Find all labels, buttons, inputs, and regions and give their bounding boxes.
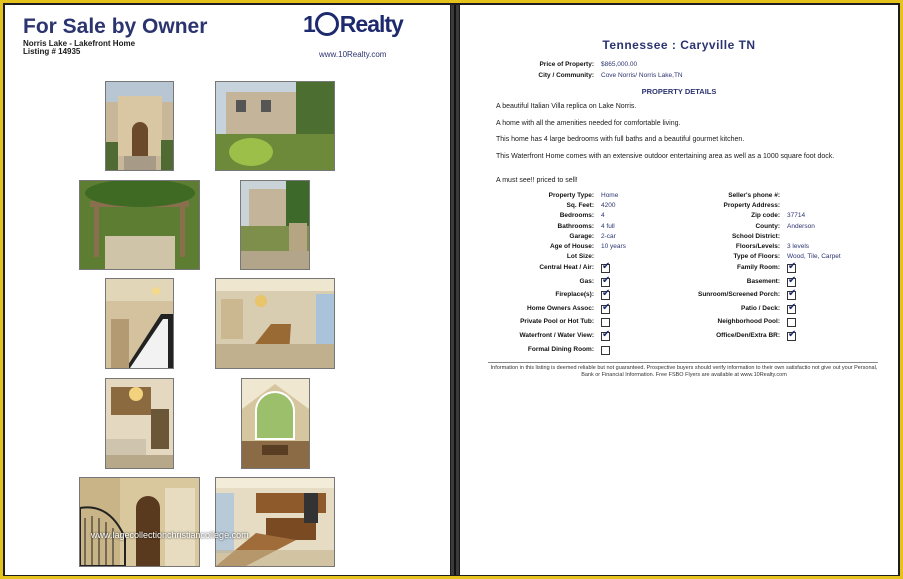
city-label: City / Community: bbox=[538, 72, 594, 79]
description-line: A beautiful Italian Villa replica on Lake Norris. bbox=[496, 103, 637, 110]
detail-value: 4200 bbox=[601, 202, 616, 210]
living-room-photo bbox=[105, 378, 174, 469]
detail-value: 4 full bbox=[601, 222, 615, 230]
checked-checkbox[interactable] bbox=[601, 291, 610, 300]
checked-checkbox[interactable] bbox=[601, 332, 610, 341]
price-label: Price of Property: bbox=[539, 61, 594, 68]
amenity-label: Gas: bbox=[579, 277, 594, 285]
front-entrance-photo bbox=[105, 81, 174, 171]
checked-checkbox[interactable] bbox=[787, 305, 796, 314]
detail-label: Lot Size: bbox=[566, 253, 594, 261]
section-title: PROPERTY DETAILS bbox=[641, 87, 717, 96]
backyard-photo bbox=[240, 180, 310, 270]
page-divider bbox=[451, 5, 459, 575]
detail-value: 37714 bbox=[787, 212, 806, 220]
detail-label: Zip code: bbox=[751, 212, 780, 220]
details-page bbox=[460, 5, 898, 575]
detail-value: 2-car bbox=[601, 232, 616, 240]
detail-value: 4 bbox=[601, 212, 605, 220]
property-location: Tennessee : Caryville TN bbox=[602, 38, 756, 52]
dining-room-photo bbox=[215, 278, 335, 369]
detail-label: Bedrooms: bbox=[559, 212, 594, 220]
detail-label: Floors/Levels: bbox=[735, 243, 780, 250]
realty-logo bbox=[303, 11, 403, 38]
listing-number: Listing # 14935 bbox=[23, 47, 81, 56]
amenity-label: Neighborhood Pool: bbox=[717, 318, 780, 326]
detail-value: Anderson bbox=[787, 222, 815, 230]
amenity-label: Family Room: bbox=[737, 264, 780, 271]
checked-checkbox[interactable] bbox=[787, 278, 796, 287]
detail-value: Home bbox=[601, 192, 619, 199]
detail-label: Seller's phone #: bbox=[728, 192, 780, 199]
garden-exterior-photo bbox=[215, 81, 335, 171]
kitchen-photo bbox=[215, 477, 335, 567]
pergola-photo bbox=[79, 180, 200, 270]
amenity-label: Fireplace(s): bbox=[555, 291, 594, 299]
detail-value: Wood, Tile, Carpet bbox=[787, 253, 841, 261]
description-line: A must see!! priced to sell! bbox=[496, 177, 578, 184]
city-value: Cove Norris/ Norris Lake,TN bbox=[601, 72, 683, 79]
detail-label: Bathrooms: bbox=[557, 222, 594, 230]
amenity-label: Waterfront / Water View: bbox=[519, 332, 594, 339]
detail-label: Property Address: bbox=[723, 202, 780, 210]
price-value: $865,000.00 bbox=[601, 61, 638, 68]
detail-value: 10 years bbox=[601, 243, 626, 250]
logo-circle-icon bbox=[315, 12, 339, 36]
unchecked-checkbox[interactable] bbox=[601, 318, 610, 327]
detail-label: Sq. Feet: bbox=[566, 202, 594, 210]
checked-checkbox[interactable] bbox=[787, 332, 796, 341]
page-title: For Sale by Owner bbox=[23, 15, 208, 38]
description-line: A home with all the amenities needed for comfortable living. bbox=[496, 120, 681, 127]
photo-page bbox=[5, 5, 450, 575]
foyer-door-photo bbox=[79, 477, 200, 567]
amenity-label: Office/Den/Extra BR: bbox=[716, 332, 780, 339]
checked-checkbox[interactable] bbox=[601, 305, 610, 314]
amenity-label: Sunroom/Screened Porch: bbox=[698, 291, 780, 299]
logo-url: www.10Realty.com bbox=[319, 50, 387, 59]
disclaimer-footer: Information in this listing is deemed reliable but not guaranteed. Prospective buyers should verify information to their own satisfactio not give out your Personal, Bank or Financial Information. Free FSBO Flyers are available at www.10Realty.com bbox=[490, 365, 878, 378]
footer-divider bbox=[488, 362, 878, 363]
detail-label: School District: bbox=[731, 232, 780, 240]
description-line: This home has 4 large bedrooms with full baths and a beautiful gourmet kitchen. bbox=[496, 136, 745, 143]
amenity-label: Formal Dining Room: bbox=[527, 345, 594, 353]
watermark-text: www.lagecollectionchristiancollege.com bbox=[91, 530, 249, 540]
logo-prefix: 1 bbox=[303, 11, 315, 37]
staircase-photo bbox=[105, 278, 174, 369]
amenity-label: Private Pool or Hot Tub: bbox=[520, 318, 594, 326]
great-room-photo bbox=[241, 378, 310, 469]
detail-label: Property Type: bbox=[548, 192, 594, 199]
checked-checkbox[interactable] bbox=[787, 291, 796, 300]
logo-text: Realty bbox=[339, 11, 403, 37]
detail-label: County: bbox=[755, 222, 780, 230]
amenity-label: Central Heat / Air: bbox=[539, 264, 594, 271]
detail-value: 3 levels bbox=[787, 243, 810, 250]
amenity-label: Home Owners Assoc: bbox=[527, 304, 594, 312]
detail-label: Garage: bbox=[569, 232, 594, 240]
detail-label: Age of House: bbox=[549, 243, 594, 250]
listing-subtitle: Norris Lake - Lakefront Home bbox=[23, 39, 136, 48]
unchecked-checkbox[interactable] bbox=[601, 346, 610, 355]
amenity-label: Basement: bbox=[746, 277, 780, 285]
checked-checkbox[interactable] bbox=[601, 264, 610, 273]
description-line: This Waterfront Home comes with an extensive outdoor entertaining area as well as a 1000 square foot dock. bbox=[496, 153, 835, 160]
checked-checkbox[interactable] bbox=[787, 264, 796, 273]
unchecked-checkbox[interactable] bbox=[787, 318, 796, 327]
detail-label: Type of Floors: bbox=[733, 253, 780, 261]
checked-checkbox[interactable] bbox=[601, 278, 610, 287]
amenity-label: Patio / Deck: bbox=[740, 304, 780, 312]
